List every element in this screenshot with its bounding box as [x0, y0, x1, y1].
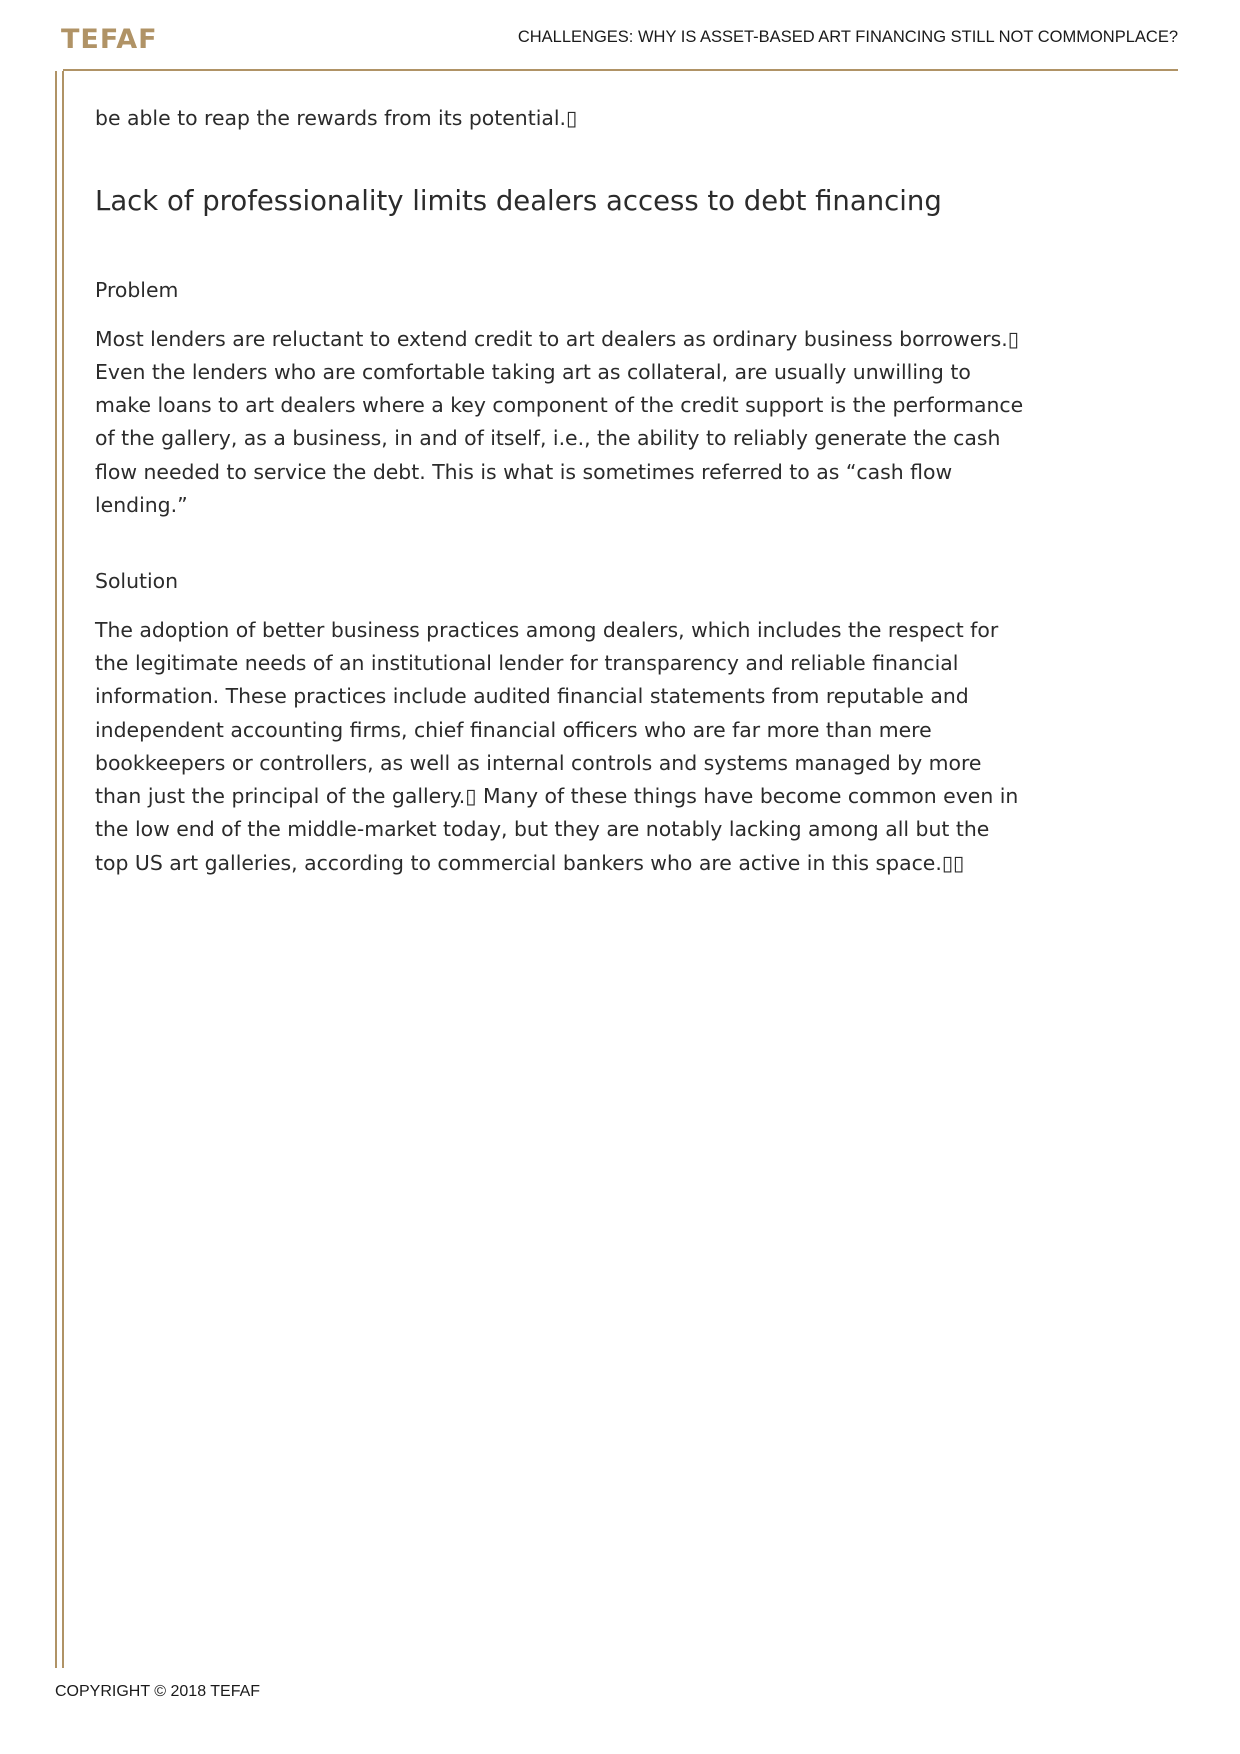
problem-paragraph: Most lenders are reluctant to extend credit to art dealers as ordinary business borrowers.▯ Even the lenders who are comfortable taking art as collateral, are usually unwilling to make loans to art dealers where a key component of the credit support is the performance of the gallery, as a business, in and of itself, i.e., the ability to reliably generate the cash flow needed to service the debt. This is what is sometimes referred to as “cash flow lending.”: [95, 326, 1024, 518]
solution-paragraph: The adoption of better business practices among dealers, which includes the respect for the legitimate needs of an institutional lender for transparency and reliable financial information. These practices include audited financial statements from reputable and independent accounting firms, chief financial officers who are far more than mere bookkeepers or controllers, as well as internal controls and systems managed by more than just the principal of the gallery.▯ Many of these things have become common even in the low end of the middle-market today, but they are notably lacking among all but the top US art galleries, according to commercial bankers who are active in this space.▯▯: [95, 617, 1019, 875]
problem-heading: Problem: [95, 278, 179, 303]
margin-rule-outer: [55, 71, 57, 1668]
solution-heading: Solution: [95, 569, 179, 594]
tefaf-logo: TEFAF: [61, 24, 158, 55]
margin-rule-inner: [62, 71, 64, 1668]
copyright-footer: COPYRIGHT © 2018 TEFAF: [55, 1683, 261, 1700]
continued-paragraph: be able to reap the rewards from its potential.▯: [95, 106, 578, 130]
header-rule: [63, 69, 1178, 71]
section-heading: Lack of professionality limits dealers access to debt financing: [95, 185, 942, 218]
running-header-title: CHALLENGES: WHY IS ASSET-BASED ART FINANCING STILL NOT COMMONPLACE?: [517, 28, 1178, 46]
page-body: [95, 102, 1025, 880]
